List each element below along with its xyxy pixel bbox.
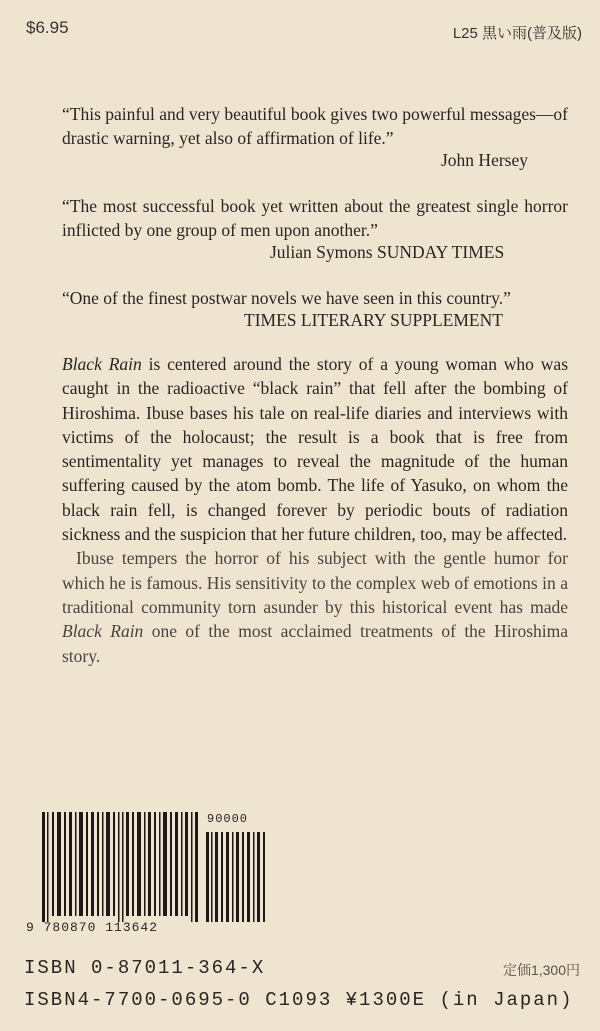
- barcode-addon-number: 90000: [207, 812, 249, 826]
- quote-text: “One of the finest postwar novels we have seen in this country.”: [62, 288, 511, 308]
- quote-text: “This painful and very beautiful book gives two powerful messages—of drastic warning, yet also of affirmation of life.”: [62, 104, 568, 148]
- description-text: Ibuse tempers the horror of his subject with the gentle humor for which he is famous. His sensitivity to the complex web of emotions in a traditional community torn asunder by this historical event has made: [62, 548, 568, 617]
- description-paragraph: [62, 546, 568, 667]
- isbn-line-1: ISBN 0-87011-364-X: [24, 957, 266, 979]
- isbn-line-2: ISBN4-7700-0695-0 C1093 ¥1300E (in Japan): [24, 989, 574, 1011]
- book-title: Black Rain: [62, 354, 142, 374]
- description-text: one of the most acclaimed treatments of the Hiroshima story.: [62, 621, 569, 666]
- description-text: is centered around the story of a young woman who was caught in the radioactive “black rain” that fell after the bombing of Hiroshima. Ibuse bases his tale on real-life diaries and interviews with victims of the holocaust; the result is a book that is free from sentimentality yet manages to reveal the magnitude of the human suffering caused by the atom bomb. The life of Yasuko, on whom the black rain fell, is changed forever by periodic bouts of radiation sickness and the suspicion that her future children, too, may be affected.: [62, 354, 569, 545]
- catalog-code: L25 黒い雨(普及版): [452, 25, 582, 42]
- description-paragraph: [62, 352, 568, 546]
- book-description: [62, 352, 568, 668]
- price-label: $6.95: [26, 18, 69, 37]
- quote-attribution: TIMES LITERARY SUPPLEMENT: [244, 310, 503, 330]
- ean-barcode: [36, 812, 276, 927]
- book-title: Black Rain: [62, 621, 144, 642]
- barcode-icon: [36, 812, 276, 922]
- quote-attribution: John Hersey: [441, 150, 528, 170]
- quote-attribution: Julian Symons SUNDAY TIMES: [270, 242, 505, 262]
- barcode-number: 9 780870 113642: [26, 920, 159, 935]
- quote-hersey: [62, 102, 568, 150]
- japan-price: 定価1,300円: [502, 962, 580, 978]
- quote-symons: [62, 194, 568, 242]
- quote-text: “The most successful book yet written about the greatest single horror inflicted by one group of men upon another.”: [62, 196, 568, 240]
- quote-tls: [62, 286, 568, 310]
